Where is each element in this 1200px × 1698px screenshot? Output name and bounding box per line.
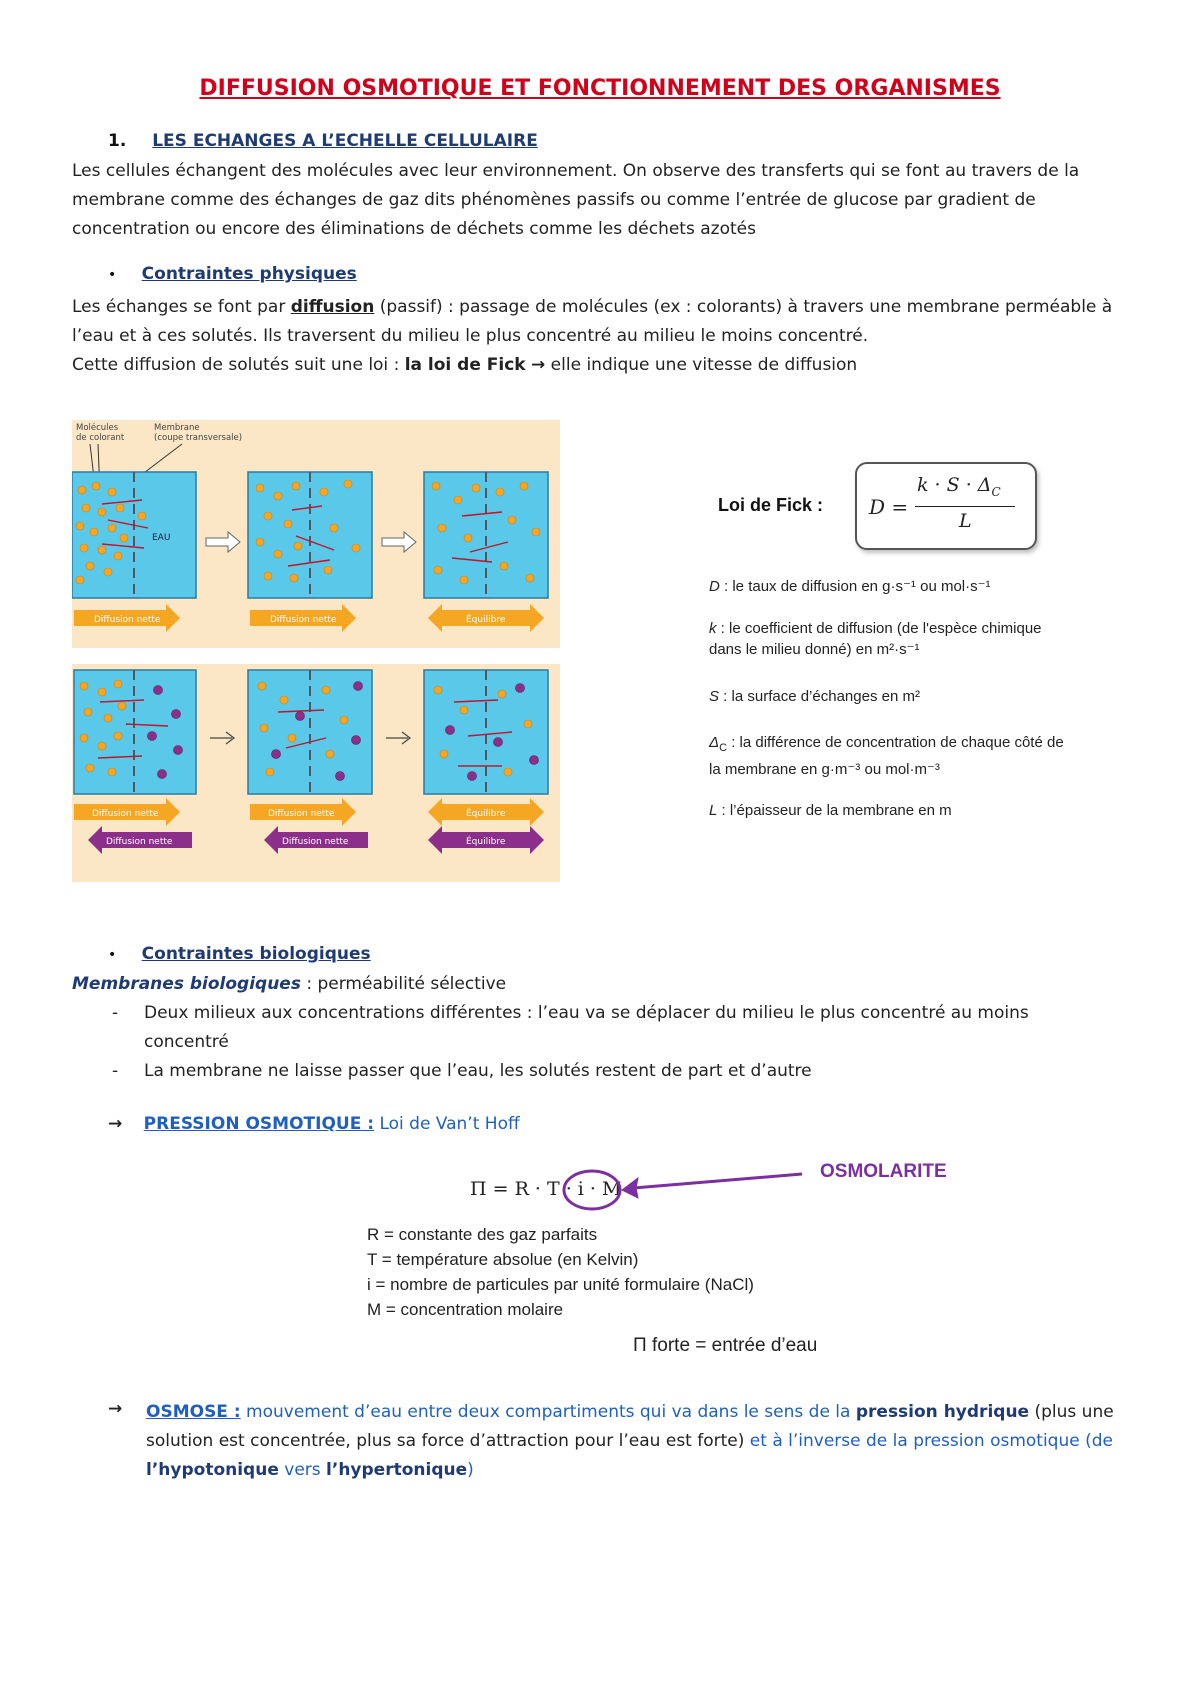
arrow-label: Diffusion nette <box>282 837 349 847</box>
section-heading <box>108 131 538 151</box>
page-title: DIFFUSION OSMOTIQUE ET FONCTIONNEMENT DES ORGANISMES <box>199 76 1001 101</box>
legend-item-l: L : l’épaisseur de la membrane en m <box>709 802 952 819</box>
arrow-label: Diffusion nette <box>270 615 337 625</box>
arrow-label: Équilibre <box>466 615 506 625</box>
diffusion-figure <box>72 420 560 882</box>
section-number: 1. <box>108 131 127 151</box>
list-item: - La membrane ne laisse passer que l’eau, les solutés restent de part et d’autre <box>112 1061 812 1081</box>
fick-lhs: D = <box>869 495 909 519</box>
svg-text:EAU: EAU <box>152 533 171 543</box>
physical-heading-row <box>108 264 357 284</box>
arrow-label: Diffusion nette <box>106 837 173 847</box>
arrow-label: Équilibre <box>466 837 506 847</box>
membranes-line <box>72 970 1137 999</box>
label-molecules: Molécules de colorant <box>76 423 125 443</box>
keyword-fick: la loi de Fick <box>404 355 526 375</box>
physical-heading: Contraintes physiques <box>141 264 357 284</box>
arrow-icon: → <box>108 1114 123 1134</box>
osmotic-conclusion: Π forte = entrée d’eau <box>633 1335 818 1356</box>
label-membrane: Membrane (coupe transversale) <box>154 423 243 443</box>
osmotic-subtitle: Loi de Van’t Hoff <box>374 1114 520 1134</box>
keyword-diffusion: diffusion <box>290 297 375 317</box>
membranes-text: : perméabilité sélective <box>300 974 507 994</box>
legend-item-s: S : la surface d’échanges en m² <box>709 688 920 705</box>
fick-denominator: L <box>959 510 972 532</box>
legend-item: T = température absolue (en Kelvin) <box>367 1250 639 1269</box>
fick-label: Loi de Fick : <box>718 495 824 515</box>
legend-item: i = nombre de particules par unité formulaire (NaCl) <box>367 1275 754 1294</box>
arrow-label: Diffusion nette <box>92 809 159 819</box>
bullet: • <box>108 947 117 963</box>
vanthoff-formula: Π = R · T · i · M <box>470 1178 622 1200</box>
arrow-label: Équilibre <box>466 809 506 819</box>
fraction-bar <box>915 506 1015 507</box>
fick-formula-box <box>855 462 1037 550</box>
text: (passif) : passage de molécules (ex : colorants) à travers une membrane perméable à l’eau et à ces solutés. Ils traversent du milieu le plus concentré au milieu le moins concentré. <box>72 297 1113 346</box>
osmose-heading: OSMOSE : <box>146 1402 241 1422</box>
legend-item: M = concentration molaire <box>367 1300 564 1319</box>
text: elle indique une vitesse de diffusion <box>545 355 858 375</box>
arrow-icon: → <box>531 355 546 375</box>
osmose-paragraph: OSMOSE : mouvement d’eau entre deux compartiments qui va dans le sens de la pression hydrique (plus une solution est concentrée, plus sa force d’attraction pour l’eau est forte) et à l’inverse de la pression osmotique (de l’hypotonique vers l’hypertonique) <box>146 1402 1114 1480</box>
section-title: LES ECHANGES A L’ECHELLE CELLULAIRE <box>152 131 538 151</box>
physical-paragraph <box>72 293 1137 380</box>
vanthoff-legend <box>367 1222 867 1322</box>
biological-heading-row <box>108 944 371 964</box>
legend-item-k: k : le coefficient de diffusion (de l'espèce chimique dans le milieu donné) en m²·s⁻¹ <box>709 620 1042 658</box>
list-item: - Deux milieux aux concentrations différentes : l’eau va se déplacer du milieu le plus concentré au moins concentré <box>112 1003 1029 1052</box>
text: Cette diffusion de solutés suit une loi : <box>72 355 405 375</box>
osmose-arrow <box>108 1399 122 1419</box>
biological-list <box>72 999 1072 1086</box>
arrow-icon: → <box>108 1399 123 1419</box>
osmolarite-label: OSMOLARITE <box>820 1161 947 1182</box>
arrow-label: Diffusion nette <box>94 615 161 625</box>
arrow-label: Diffusion nette <box>268 809 335 819</box>
text: Les échanges se font par <box>72 297 291 317</box>
legend-item: R = constante des gaz parfaits <box>367 1225 598 1244</box>
biological-heading: Contraintes biologiques <box>141 944 371 964</box>
circle-highlight <box>564 1171 620 1209</box>
membranes-label: Membranes biologiques <box>72 974 301 994</box>
fick-numerator: $k \cdot S \cdot \Delta_C$ <box>917 474 1001 499</box>
osmotic-heading: PRESSION OSMOTIQUE : <box>143 1114 375 1134</box>
osmotic-heading-row <box>108 1114 520 1134</box>
arrow-head <box>622 1178 638 1198</box>
intro-paragraph: Les cellules échangent des molécules avec leur environnement. On observe des transferts qui se font au travers de la membrane comme des échanges de gaz dits phénomènes passifs ou comme l’entrée de glucose par gradient de concentration ou encore des éliminations de déchets comme les déchets azotés <box>72 161 1080 239</box>
legend-item-delta: $\Delta_C$ : la différence de concentration de chaque côté de la membrane en g·m⁻³ ou mol·m⁻³ <box>709 734 1064 778</box>
legend-item-d: D : le taux de diffusion en g·s⁻¹ ou mol·s⁻¹ <box>709 578 991 595</box>
bullet: • <box>108 267 117 283</box>
label-molecules-1: Molécules <box>76 423 119 433</box>
